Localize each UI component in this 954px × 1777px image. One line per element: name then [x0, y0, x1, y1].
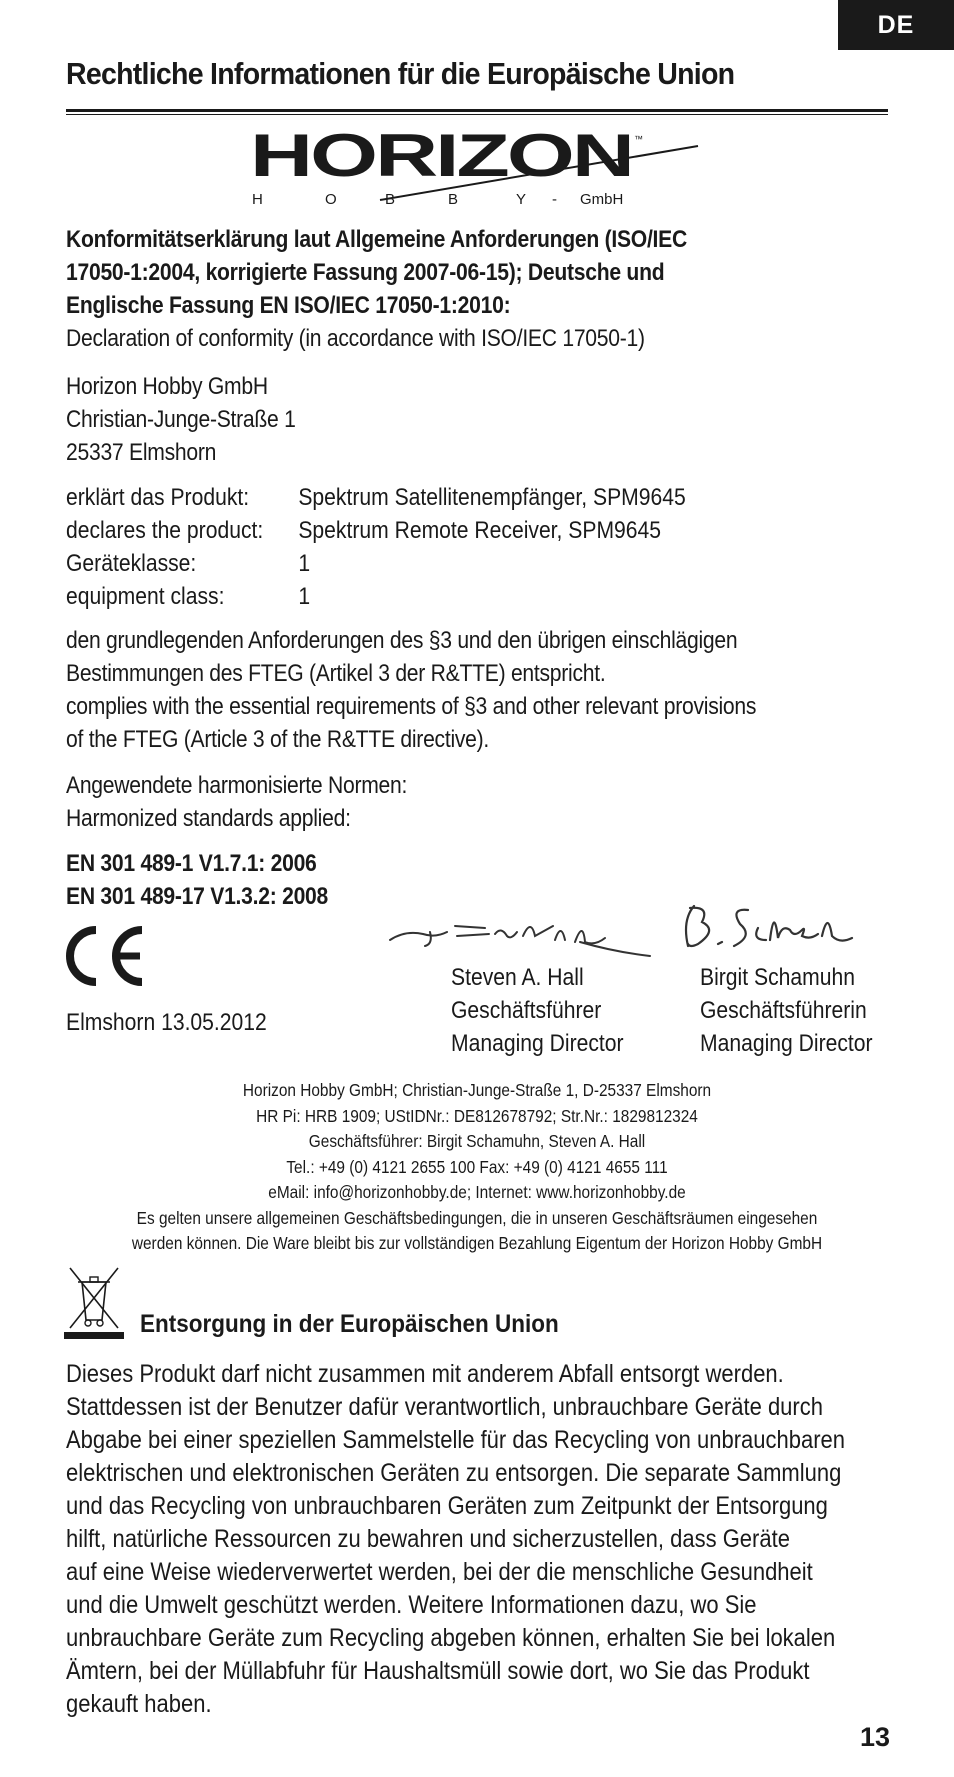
declaration-english: Declaration of conformity (in accordance with ISO/IEC 17050-1) [66, 325, 645, 352]
svg-text:B: B [448, 191, 459, 208]
horizon-hobby-logo [250, 124, 700, 214]
page-title: Rechtliche Informationen für die Europäische Union [66, 56, 735, 91]
company-imprint: Horizon Hobby GmbH; Christian-Junge-Straße 1, D-25337 Elmshorn HR Pi: HRB 1909; UStIDNr.: DE812678792; Str.Nr.: 1829812324 Geschäftsführer: Birgit Schamuhn, Steven A. Hall Tel.: +49 (0) 4121 2655 100 Fax: +49 (0) 4121 4655 111 eMail: info@horizonhobby.de; Internet: www.horizonhobby.de Es gelten unsere allgemeinen Geschäftsbedingungen, die in unseren Geschäftsräumen eingesehen werden können. Die Ware bleibt bis zur vollständigen Bezahlung Eigentum der Horizon Hobby GmbH [131, 1080, 823, 1253]
signer-birgit-schamuhn: Birgit Schamuhn Geschäftsführerin Managing Director [700, 964, 873, 1057]
svg-text:Y: Y [516, 191, 527, 208]
place-and-date: Elmshorn 13.05.2012 [66, 1009, 267, 1036]
title-rule-thick [66, 109, 888, 112]
svg-text:-: - [552, 191, 557, 208]
signer-steven-hall: Steven A. Hall Geschäftsführer Managing Director [451, 964, 624, 1057]
standards-label: Angewendete harmonisierte Normen: Harmonized standards applied: [66, 772, 408, 832]
logo-word: HORIZON [250, 124, 632, 189]
standards-list: EN 301 489-1 V1.7.1: 2006 EN 301 489-17 V1.3.2: 2008 [66, 850, 329, 910]
product-row: erklärt das Produkt: Spektrum Satellitenempfänger, SPM9645 [66, 484, 686, 511]
language-tab: DE [838, 0, 954, 50]
product-row: equipment class: 1 [66, 583, 311, 610]
product-row: declares the product: Spektrum Remote Receiver, SPM9645 [66, 517, 662, 544]
svg-text:H: H [252, 191, 263, 208]
title-rule-thin [66, 114, 888, 115]
manufacturer-address: Horizon Hobby GmbH Christian-Junge-Straße 1 25337 Elmshorn [66, 373, 296, 466]
requirements-text: den grundlegenden Anforderungen des §3 und den übrigen einschlägigen Bestimmungen des FTEG (Artikel 3 der R&TTE) entspricht. complies with the essential requirements of §3 and other relevant provisions of the FTEG (Article 3 of the R&TTE directive). [66, 627, 757, 753]
declaration-heading: Konformitätserklärung laut Allgemeine Anforderungen (ISO/IEC 17050-1:2004, korrigierte Fassung 2007-06-15); Deutsche und Englische Fassung EN ISO/IEC 17050-1:2010: [66, 226, 687, 319]
signature-birgit-schamuhn [678, 900, 858, 958]
page-number: 13 [860, 1722, 891, 1752]
signature-steven-hall [385, 912, 655, 962]
svg-text:O: O [325, 191, 337, 208]
product-row: Geräteklasse: 1 [66, 550, 311, 577]
disposal-title: Entsorgung in der Europäischen Union [140, 1310, 559, 1338]
logo-subtitle [252, 191, 623, 208]
logo-tm: ™ [634, 134, 643, 144]
product-table [66, 481, 686, 613]
svg-text:GmbH: GmbH [580, 191, 624, 208]
disposal-body: Dieses Produkt darf nicht zusammen mit anderem Abfall entsorgt werden. Stattdessen ist der Benutzer dafür verantwortlich, unbrauchbare Geräte durch Abgabe bei einer speziellen Sammelstelle für das Recycling von unbrauchbaren elektrischen und elektronischen Geräten zu entsorgen. Die separate Sammlung und das Recycling von unbrauchbaren Geräten zum Zeitpunkt der Entsorgung hilft, natürliche Ressourcen zu bewahren und sicherzustellen, dass Geräte auf eine Weise wiederverwertet werden, bei der die menschliche Gesundheit und die Umwelt geschützt werden. Weitere Informationen dazu, wo Sie unbrauchbare Geräte zum Recycling abgeben können, erhalten Sie bei lokalen Ämtern, bei der Müllabfuhr für Haushaltsmüll sowie dort, wo Sie das Produkt gekauft haben. [66, 1360, 846, 1718]
weee-crossed-bin-icon [64, 1266, 124, 1340]
ce-mark-icon [64, 924, 148, 988]
svg-text:B: B [385, 191, 396, 208]
